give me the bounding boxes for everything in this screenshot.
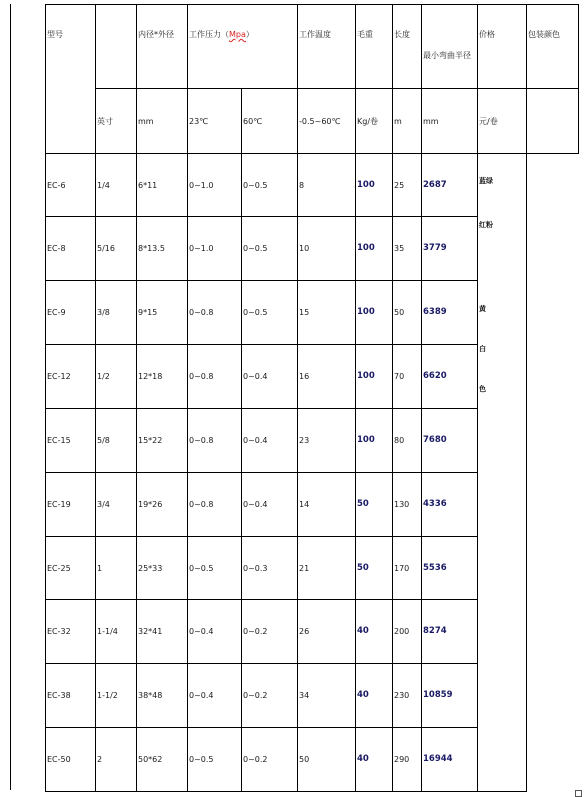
cell-dim: 38*48 bbox=[137, 664, 188, 728]
cell-bend: 35 bbox=[393, 217, 422, 281]
cell-size: 5/8 bbox=[96, 409, 137, 473]
cell-price: 6389 bbox=[422, 281, 478, 345]
header-color: 包装颜色 bbox=[527, 5, 579, 89]
color-label: 白 bbox=[479, 345, 486, 353]
cell-price: 4336 bbox=[422, 473, 478, 537]
cell-dim: 50*62 bbox=[137, 728, 188, 792]
cell-price: 3779 bbox=[422, 217, 478, 281]
cell-price: 10859 bbox=[422, 664, 478, 728]
cell-length: 100 bbox=[356, 345, 393, 409]
table-row bbox=[46, 154, 579, 217]
cell-dim: 9*15 bbox=[137, 281, 188, 345]
header-temperature: 工作温度 bbox=[298, 5, 356, 89]
cell-length: 100 bbox=[356, 409, 393, 473]
cell-size: 1-1/4 bbox=[96, 600, 137, 664]
cell-weight: 15 bbox=[298, 281, 356, 345]
color-label: 蓝绿 bbox=[479, 177, 493, 185]
cell-length: 40 bbox=[356, 728, 393, 792]
cell-p60: 0~0.5 bbox=[242, 154, 298, 217]
header-bend-radius: 最小弯曲半径 bbox=[422, 5, 478, 89]
cell-size: 1/2 bbox=[96, 345, 137, 409]
unit-p60: 60℃ bbox=[242, 89, 298, 154]
cell-p23: 0~0.8 bbox=[188, 345, 242, 409]
cell-bend: 230 bbox=[393, 664, 422, 728]
cell-p60: 0~0.2 bbox=[242, 728, 298, 792]
unit-size: 英寸 bbox=[96, 89, 137, 154]
header-length: 长度 bbox=[393, 5, 422, 89]
header-pressure bbox=[188, 5, 298, 89]
header-price: 价格 bbox=[478, 5, 527, 89]
cell-model: EC-8 bbox=[46, 217, 96, 281]
cell-length: 50 bbox=[356, 473, 393, 537]
cell-model: EC-19 bbox=[46, 473, 96, 537]
cell-dim: 19*26 bbox=[137, 473, 188, 537]
cell-dim: 32*41 bbox=[137, 600, 188, 664]
unit-weight: Kg/卷 bbox=[356, 89, 393, 154]
header-blank bbox=[96, 5, 137, 89]
cell-price: 7680 bbox=[422, 409, 478, 473]
cell-size: 5/16 bbox=[96, 217, 137, 281]
cell-bend: 200 bbox=[393, 600, 422, 664]
cell-p23: 0~0.8 bbox=[188, 409, 242, 473]
unit-row bbox=[46, 89, 579, 154]
header-model: 型号 bbox=[46, 5, 96, 154]
cell-p60: 0~0.5 bbox=[242, 217, 298, 281]
color-label: 红粉 bbox=[479, 221, 493, 229]
cell-dim: 8*13.5 bbox=[137, 217, 188, 281]
cell-model: EC-50 bbox=[46, 728, 96, 792]
cell-p60: 0~0.4 bbox=[242, 473, 298, 537]
cell-p23: 0~1.0 bbox=[188, 154, 242, 217]
cell-length: 40 bbox=[356, 600, 393, 664]
cell-p60: 0~0.5 bbox=[242, 281, 298, 345]
unit-price: 元/卷 bbox=[478, 89, 527, 154]
cell-length: 100 bbox=[356, 154, 393, 217]
margin-rule bbox=[10, 4, 11, 790]
cell-p60: 0~0.4 bbox=[242, 345, 298, 409]
cell-price: 2687 bbox=[422, 154, 478, 217]
cell-model: EC-9 bbox=[46, 281, 96, 345]
cell-model: EC-12 bbox=[46, 345, 96, 409]
cell-dim: 6*11 bbox=[137, 154, 188, 217]
cell-p60: 0~0.3 bbox=[242, 537, 298, 600]
unit-bend: mm bbox=[422, 89, 478, 154]
cell-bend: 130 bbox=[393, 473, 422, 537]
header-weight: 毛重 bbox=[356, 5, 393, 89]
unit-diameter: mm bbox=[137, 89, 188, 154]
cell-p23: 0~0.5 bbox=[188, 537, 242, 600]
cell-weight: 26 bbox=[298, 600, 356, 664]
cell-p23: 0~0.8 bbox=[188, 473, 242, 537]
cell-dim: 25*33 bbox=[137, 537, 188, 600]
cell-length: 50 bbox=[356, 537, 393, 600]
cell-size: 3/8 bbox=[96, 281, 137, 345]
spec-table bbox=[45, 4, 579, 792]
cell-bend: 290 bbox=[393, 728, 422, 792]
header-row bbox=[46, 5, 579, 89]
cell-weight: 50 bbox=[298, 728, 356, 792]
header-diameter: 内径*外径 bbox=[137, 5, 188, 89]
cell-bend: 170 bbox=[393, 537, 422, 600]
cell-p60: 0~0.4 bbox=[242, 409, 298, 473]
cell-bend: 70 bbox=[393, 345, 422, 409]
cell-weight: 21 bbox=[298, 537, 356, 600]
cell-bend: 50 bbox=[393, 281, 422, 345]
header-pressure-close: ） bbox=[245, 30, 254, 39]
cell-bend: 80 bbox=[393, 409, 422, 473]
cell-p23: 0~0.8 bbox=[188, 281, 242, 345]
cell-price: 6620 bbox=[422, 345, 478, 409]
cell-p23: 0~0.4 bbox=[188, 664, 242, 728]
cell-model: EC-25 bbox=[46, 537, 96, 600]
cell-bend: 25 bbox=[393, 154, 422, 217]
cell-price: 16944 bbox=[422, 728, 478, 792]
unit-p23: 23℃ bbox=[188, 89, 242, 154]
color-cell bbox=[478, 154, 527, 792]
cell-size: 1/4 bbox=[96, 154, 137, 217]
data-rows bbox=[46, 154, 579, 792]
cell-p60: 0~0.2 bbox=[242, 600, 298, 664]
cell-length: 100 bbox=[356, 217, 393, 281]
cell-p60: 0~0.2 bbox=[242, 664, 298, 728]
cell-model: EC-32 bbox=[46, 600, 96, 664]
cell-size: 1 bbox=[96, 537, 137, 600]
cell-model: EC-15 bbox=[46, 409, 96, 473]
cell-size: 3/4 bbox=[96, 473, 137, 537]
cell-dim: 12*18 bbox=[137, 345, 188, 409]
cell-size: 2 bbox=[96, 728, 137, 792]
cell-weight: 34 bbox=[298, 664, 356, 728]
unit-color-blank bbox=[527, 89, 579, 154]
page-corner-mark bbox=[575, 790, 582, 797]
cell-model: EC-38 bbox=[46, 664, 96, 728]
unit-length: m bbox=[393, 89, 422, 154]
cell-weight: 14 bbox=[298, 473, 356, 537]
color-label: 黄 bbox=[479, 305, 486, 313]
cell-dim: 15*22 bbox=[137, 409, 188, 473]
cell-length: 100 bbox=[356, 281, 393, 345]
color-label: 色 bbox=[479, 385, 486, 393]
temperature-cell: -0.5~60℃ bbox=[298, 89, 356, 154]
cell-price: 5536 bbox=[422, 537, 478, 600]
header-pressure-label: 工作压力（ bbox=[189, 30, 229, 39]
cell-weight: 8 bbox=[298, 154, 356, 217]
cell-weight: 10 bbox=[298, 217, 356, 281]
cell-weight: 16 bbox=[298, 345, 356, 409]
cell-size: 1-1/2 bbox=[96, 664, 137, 728]
header-pressure-unit: Mpa bbox=[229, 30, 246, 39]
cell-price: 8274 bbox=[422, 600, 478, 664]
cell-model: EC-6 bbox=[46, 154, 96, 217]
cell-p23: 0~0.4 bbox=[188, 600, 242, 664]
cell-p23: 0~1.0 bbox=[188, 217, 242, 281]
cell-length: 40 bbox=[356, 664, 393, 728]
cell-weight: 23 bbox=[298, 409, 356, 473]
cell-p23: 0~0.5 bbox=[188, 728, 242, 792]
